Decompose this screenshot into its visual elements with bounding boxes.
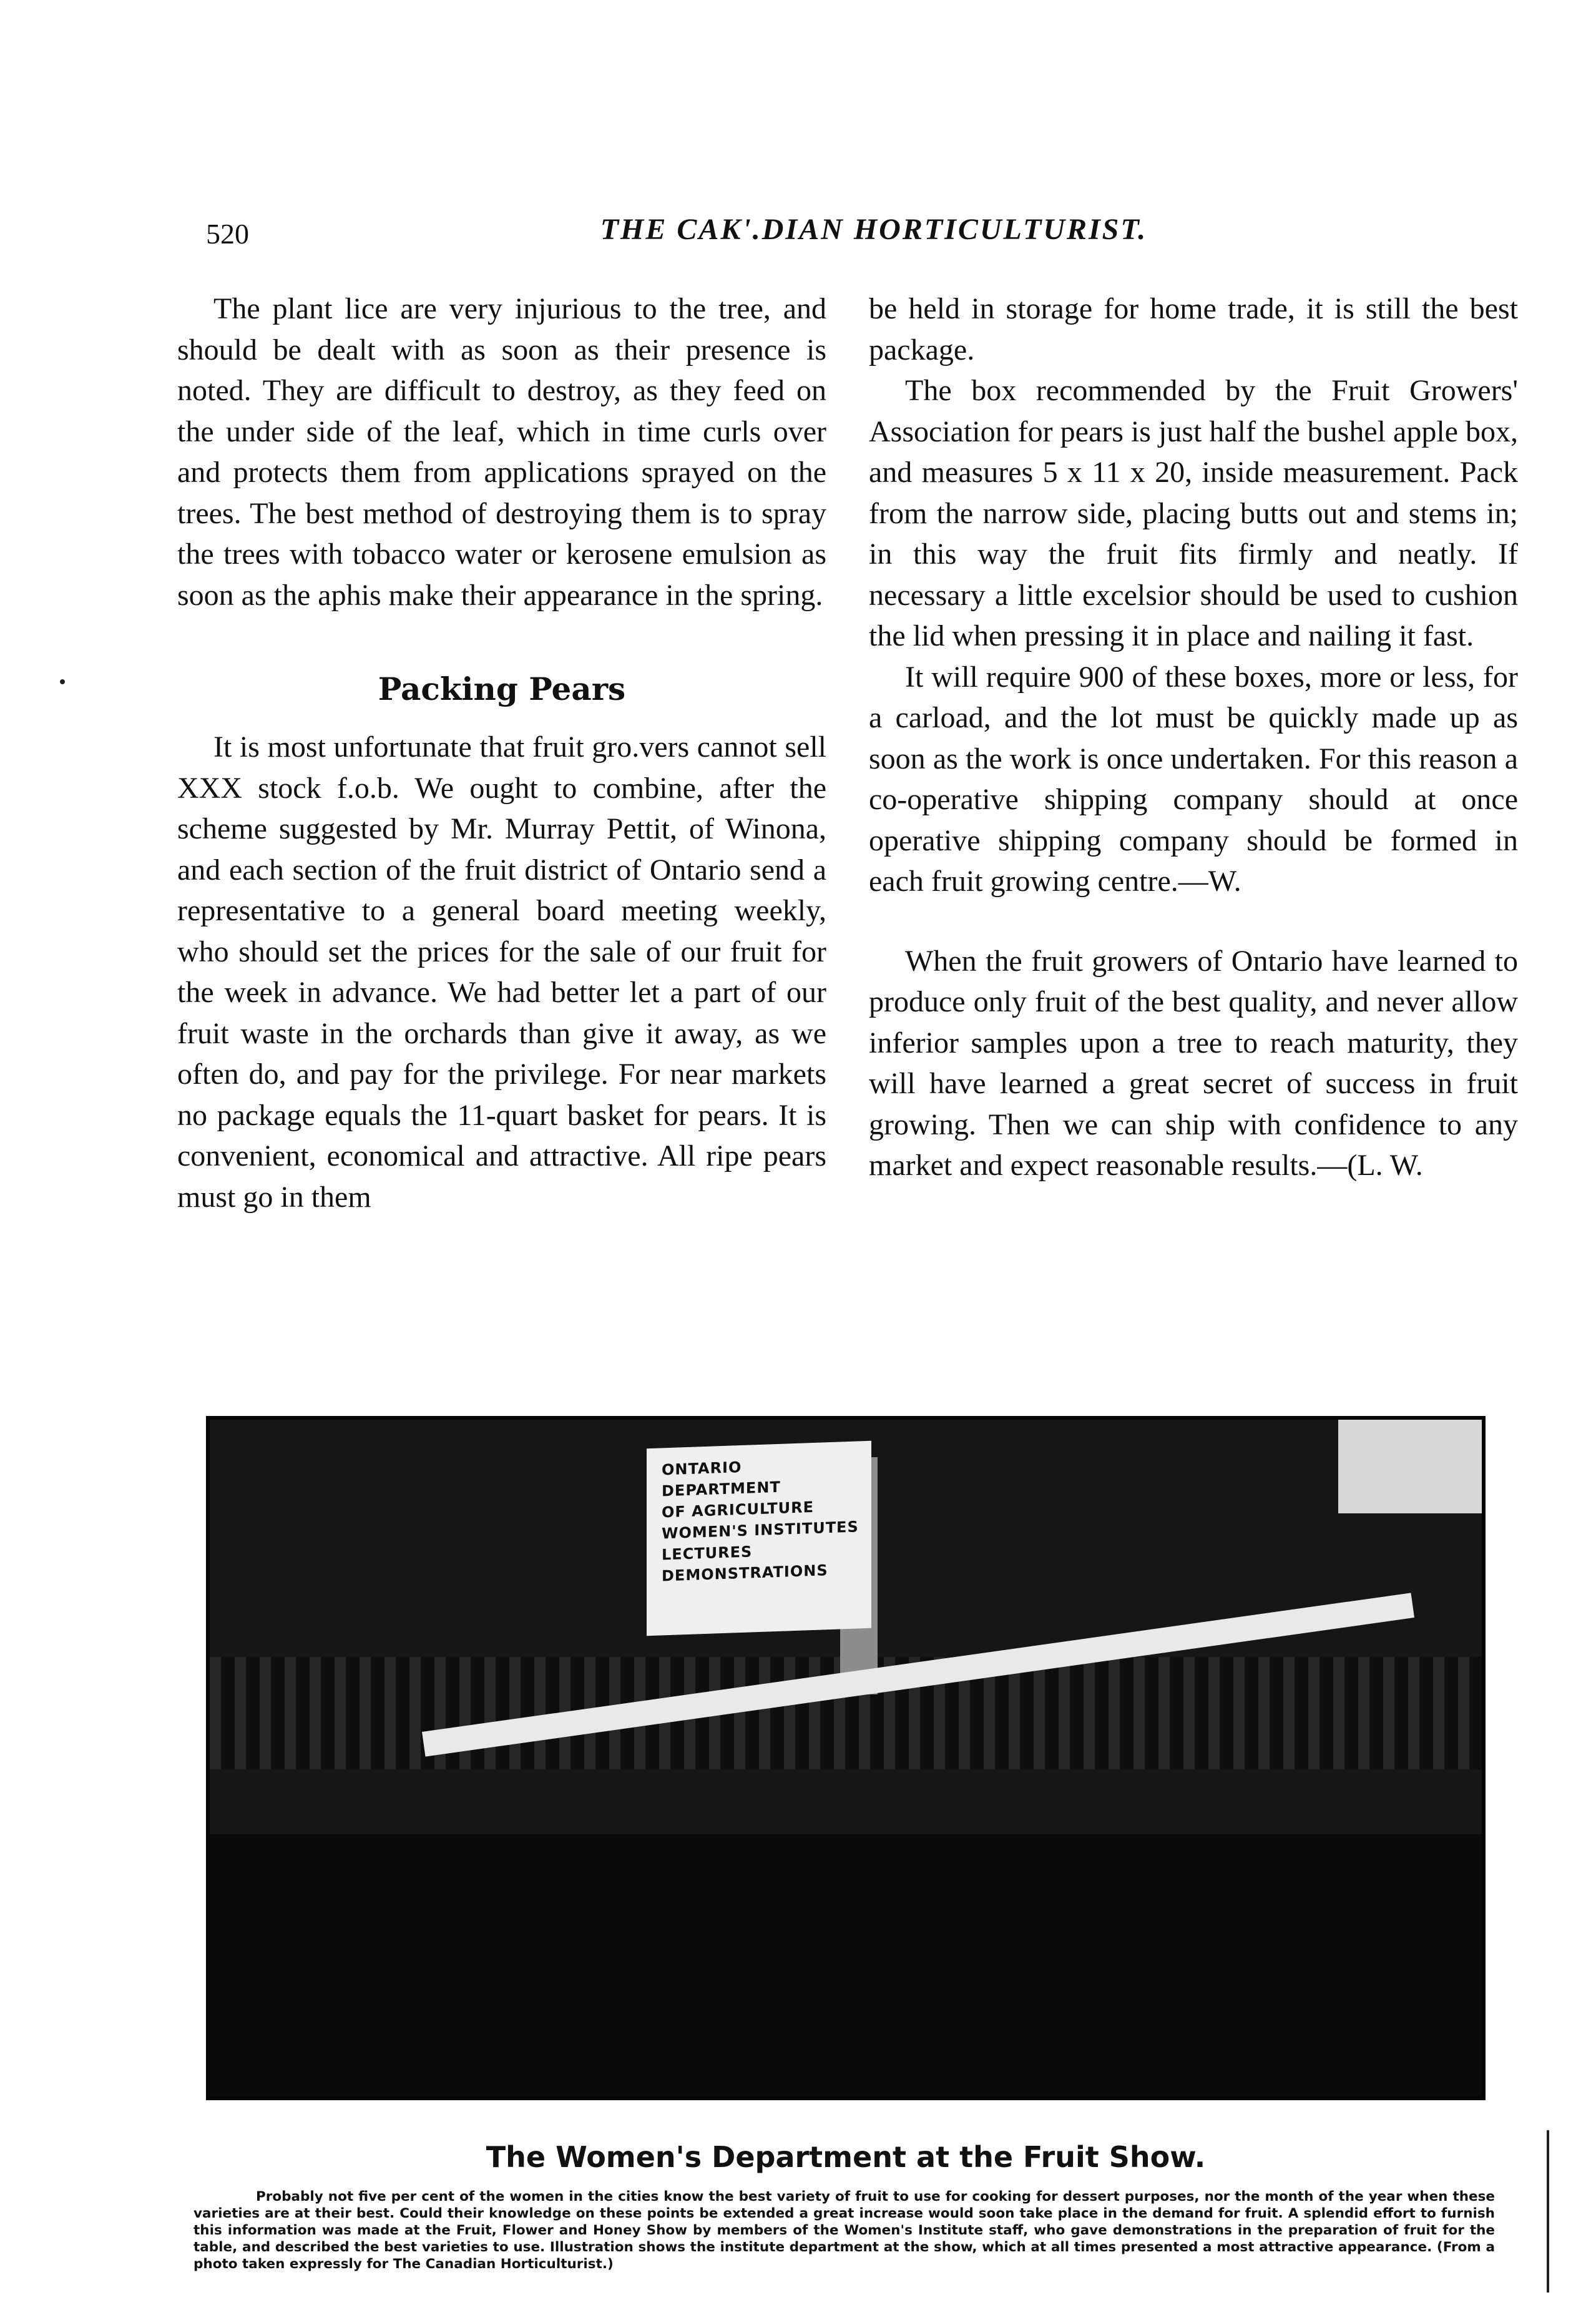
photo-sign	[647, 1441, 871, 1636]
paragraph-aphis: The plant lice are very injurious to the tree, and should be dealt with as soon as their presence is noted. They are difficult to destroy, as they feed on the under side of the leaf, which in time curls over and protects them from applications sprayed on the trees. The best method of destroying them is to spray the trees with tobacco water or kerosene emulsion as soon as the aphis make their appearance in the spring.	[177, 292, 826, 612]
sign-line: ONTARIO DEPARTMENT	[662, 1458, 781, 1500]
sign-line: OF AGRICULTURE	[662, 1498, 814, 1521]
right-column	[869, 288, 1518, 1186]
page-number: 520	[206, 218, 249, 250]
paragraph-packing-pears: It is most unfortunate that fruit gro.vers cannot sell XXX stock f.o.b. We ought to combine, after the scheme suggested by Mr. Murray Pettit, of Winona, and each section of the fruit district of Ontario send a representative to a general board meeting weekly, who should set the prices for the sale of our fruit for the week in advance. We had better let a part of our fruit waste in the orchards than give it away, as we often do, and pay for the privilege. For near markets no package equals the 11-quart basket for pears. It is convenient, economical and attractive. All ripe pears must go in them	[177, 730, 826, 1214]
margin-dot	[60, 679, 65, 684]
sign-line: WOMEN'S INSTITUTES	[662, 1518, 859, 1543]
photo-floor	[210, 1834, 1482, 2096]
scan-edge-mark	[1547, 2130, 1549, 2293]
caption-body: Probably not five per cent of the women in the cities know the best variety of fruit to use for cooking for dessert purposes, nor the month of the year when these varieties are at their best. Could their knowledge on these points be extended a great increase would soon take place in the demand for fruit. A splendid effort to furnish this information was made at the Fruit, Flower and Honey Show by members of the Women's Institute staff, who gave demonstrations in the preparation of fruit for the table, and described the best varieties to use. Illustration shows the institute department at the show, which at all times presented a most attractive appearance. (From a photo taken expressly for The Canadian Horticulturist.)	[193, 2189, 1495, 2272]
running-head: THE CAK'.DIAN HORTICULTURIST.	[600, 213, 1148, 246]
left-column	[177, 288, 826, 1217]
sign-line: DEMONSTRATIONS	[662, 1561, 828, 1585]
paragraph-box: The box recommended by the Fruit Growers' Association for pears is just half the bushel apple box, and measures 5 x 11 x 20, inside measurement. Pack from the narrow side, placing butts out and stems in; in this way the fruit fits firmly and neatly. If necessary a little excelsior should be used to cushion the lid when pressing it in place and nailing it fast.	[869, 374, 1518, 652]
paragraph-carload: It will require 900 of these boxes, more or less, for a carload, and the lot must be quickly made up as soon as the work is once undertaken. For this reason a co-operative shipping company should at once operative shipping company should be formed in each fruit growing centre.—W.	[869, 660, 1518, 898]
caption-title: The Women's Department at the Fruit Show.	[486, 2140, 1206, 2174]
paragraph-quality: When the fruit growers of Ontario have learned to produce only fruit of the best quality, and never allow inferior samples upon a tree to reach maturity, they will have learned a great secret of success in fruit growing. Then we can ship with confidence to any market and expect reasonable results.—(L. W.	[869, 944, 1518, 1182]
photo-banner-right	[1338, 1420, 1482, 1513]
section-heading: Packing Pears	[378, 671, 626, 707]
sign-line: LECTURES	[662, 1543, 753, 1564]
fruit-show-photo	[206, 1416, 1486, 2100]
paragraph-storage: be held in storage for home trade, it is still the best package.	[869, 292, 1518, 366]
